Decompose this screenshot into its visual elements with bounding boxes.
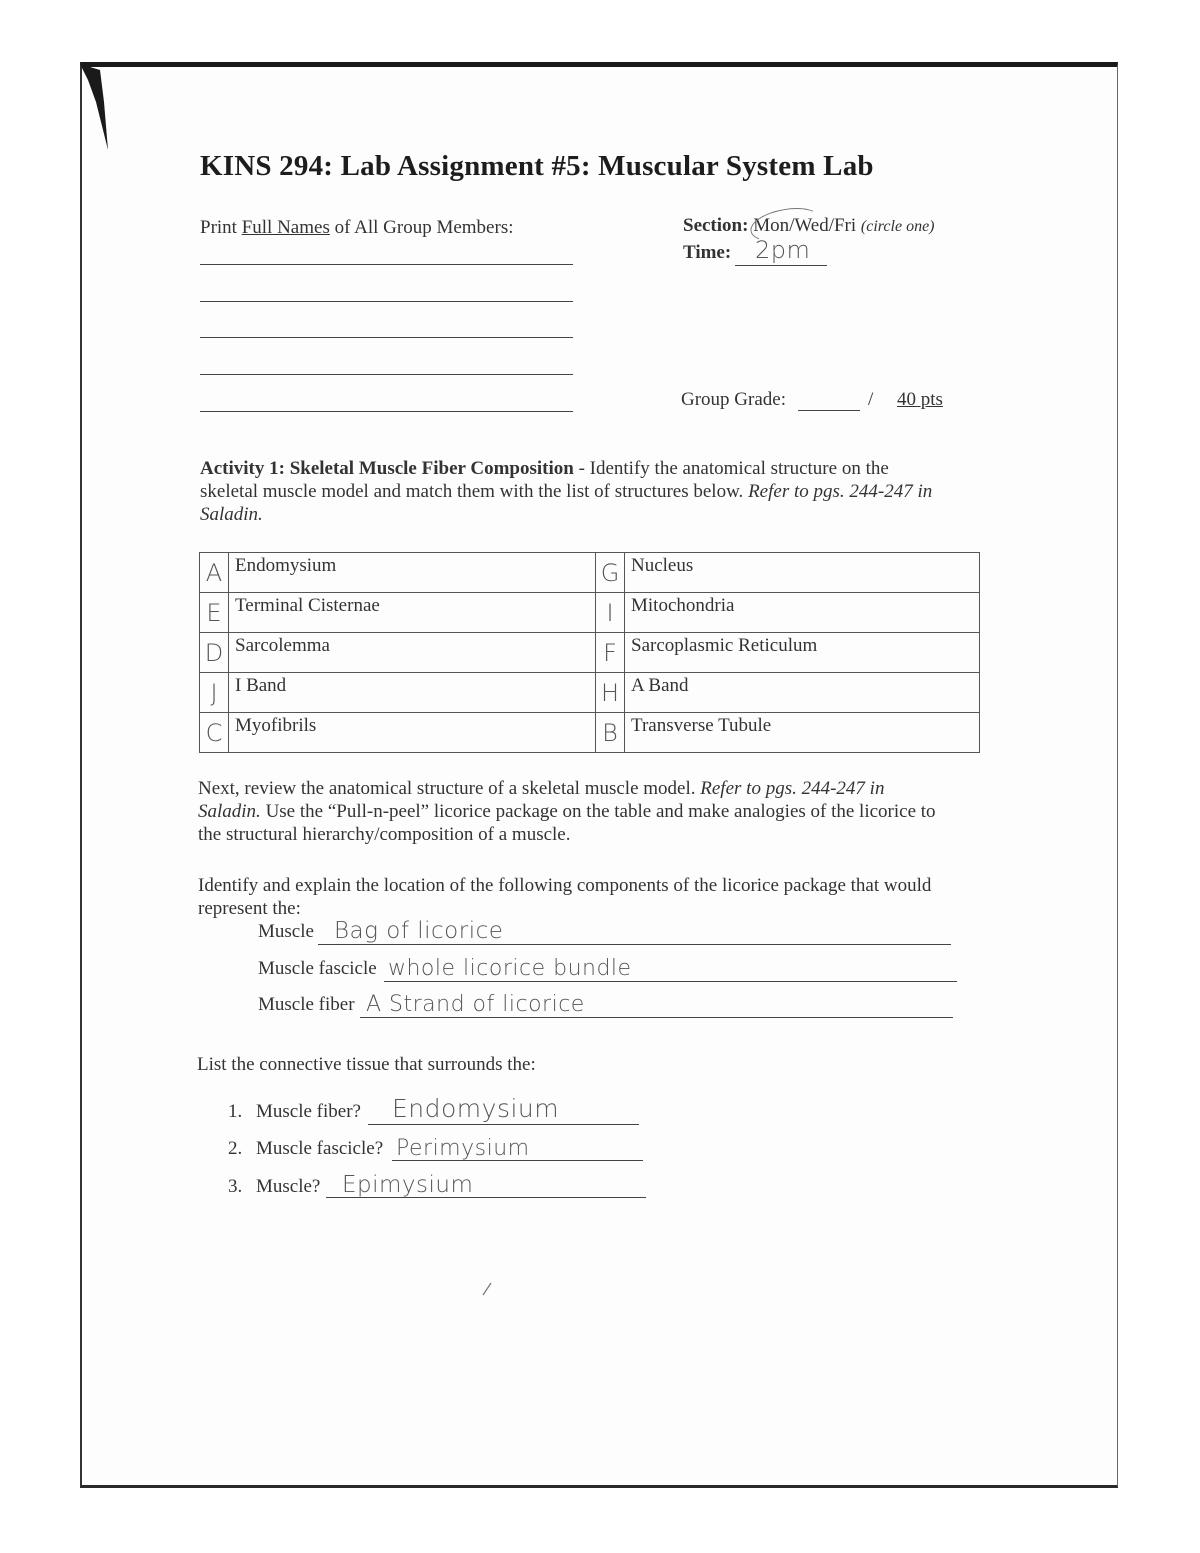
answer-letter[interactable]: F: [596, 633, 625, 673]
answer-letter[interactable]: A: [200, 553, 229, 593]
muscle-fascicle-answer-line: [384, 981, 957, 982]
muscle-fascicle-answer[interactable]: whole licorice bundle: [388, 956, 632, 981]
time-answer[interactable]: 2pm: [755, 236, 811, 264]
group-grade-label: Group Grade:: [681, 389, 786, 410]
answer-letter[interactable]: I: [596, 593, 625, 633]
muscle-fiber-answer[interactable]: A Strand of licorice: [366, 992, 585, 1017]
answer-letter[interactable]: D: [200, 633, 229, 673]
page-title: KINS 294: Lab Assignment #5: Muscular System Lab: [200, 150, 874, 182]
answer-letter[interactable]: J: [200, 673, 229, 713]
identify-instructions: Identify and explain the location of the following components of the licorice package that would represent the:: [198, 875, 932, 919]
answer-letter[interactable]: C: [200, 713, 229, 753]
section-options: Mon/Wed/Fri: [753, 215, 857, 236]
muscle-question: Muscle?: [256, 1176, 321, 1197]
section-field: Section: Mon/Wed/Fri (circle one): [683, 215, 935, 236]
list-number: 2.: [228, 1138, 243, 1159]
time-line: [735, 265, 827, 266]
muscle-fiber-answer-line: [360, 1017, 953, 1018]
structure-label: A Band: [625, 673, 980, 713]
grade-separator: /: [868, 389, 874, 410]
muscle-fascicle-tissue-answer[interactable]: Perimysium: [396, 1136, 530, 1161]
connective-prompt: List the connective tissue that surrounds the:: [197, 1054, 536, 1075]
activity1-heading: Activity 1: Skeletal Muscle Fiber Composition: [200, 458, 574, 479]
muscle-answer[interactable]: Bag of licorice: [334, 918, 504, 944]
grade-total: 40 pts: [897, 389, 943, 410]
structure-label: Terminal Cisternae: [229, 593, 596, 633]
structure-label: Transverse Tubule: [625, 713, 980, 753]
list-number: 3.: [228, 1176, 243, 1197]
activity1-instructions: Activity 1: Skeletal Muscle Fiber Composition - Identify the anatomical structure on the skeletal muscle model and match them with the list of structures below. Refer to pgs. 244-247 in Saladin.: [200, 458, 933, 525]
structure-label: Nucleus: [625, 553, 980, 593]
muscle-fiber-tissue-answer[interactable]: Endomysium: [392, 1094, 560, 1123]
group-members-label: Print Full Names of All Group Members:: [200, 217, 514, 238]
muscle-fiber-label: Muscle fiber: [258, 994, 355, 1015]
list-number: 1.: [228, 1101, 243, 1122]
structure-label: Mitochondria: [625, 593, 980, 633]
structure-label: Endomysium: [229, 553, 596, 593]
muscle-tissue-answer[interactable]: Epimysium: [342, 1172, 474, 1198]
review-instructions: Next, review the anatomical structure of a skeletal muscle model. Refer to pgs. 244-247 in Saladin. Use the “Pull-n-peel” licorice package on the table and make analogies of the licorice to the structural hierarchy/composition of a muscle.: [198, 778, 936, 845]
member-name-line[interactable]: [200, 264, 573, 265]
structure-label: Sarcoplasmic Reticulum: [625, 633, 980, 673]
member-name-line[interactable]: [200, 374, 573, 375]
muscle-fiber-question: Muscle fiber?: [256, 1101, 361, 1122]
stray-pencil-mark: [480, 1282, 494, 1296]
table-row: [200, 593, 980, 633]
structure-label: Myofibrils: [229, 713, 596, 753]
worksheet-page: [80, 62, 1118, 1488]
member-name-line[interactable]: [200, 301, 573, 302]
table-row: [200, 713, 980, 753]
grade-score-line[interactable]: [798, 410, 860, 411]
member-name-line[interactable]: [200, 337, 573, 338]
muscle-answer-line: [318, 944, 951, 945]
answer-letter[interactable]: H: [596, 673, 625, 713]
table-row: [200, 553, 980, 593]
table-row: [200, 673, 980, 713]
answer-letter[interactable]: G: [596, 553, 625, 593]
muscle-fascicle-question: Muscle fascicle?: [256, 1138, 384, 1159]
muscle-label: Muscle: [258, 921, 314, 942]
muscle-fascicle-label: Muscle fascicle: [258, 958, 377, 979]
answer-letter[interactable]: B: [596, 713, 625, 753]
structure-label: I Band: [229, 673, 596, 713]
answer-letter[interactable]: E: [200, 593, 229, 633]
structure-label: Sarcolemma: [229, 633, 596, 673]
answer-line: [368, 1124, 639, 1125]
structures-table: [199, 552, 980, 753]
member-name-line[interactable]: [200, 411, 573, 412]
torn-corner-mark: [78, 62, 108, 152]
time-label: Time:: [683, 242, 732, 263]
table-row: [200, 633, 980, 673]
